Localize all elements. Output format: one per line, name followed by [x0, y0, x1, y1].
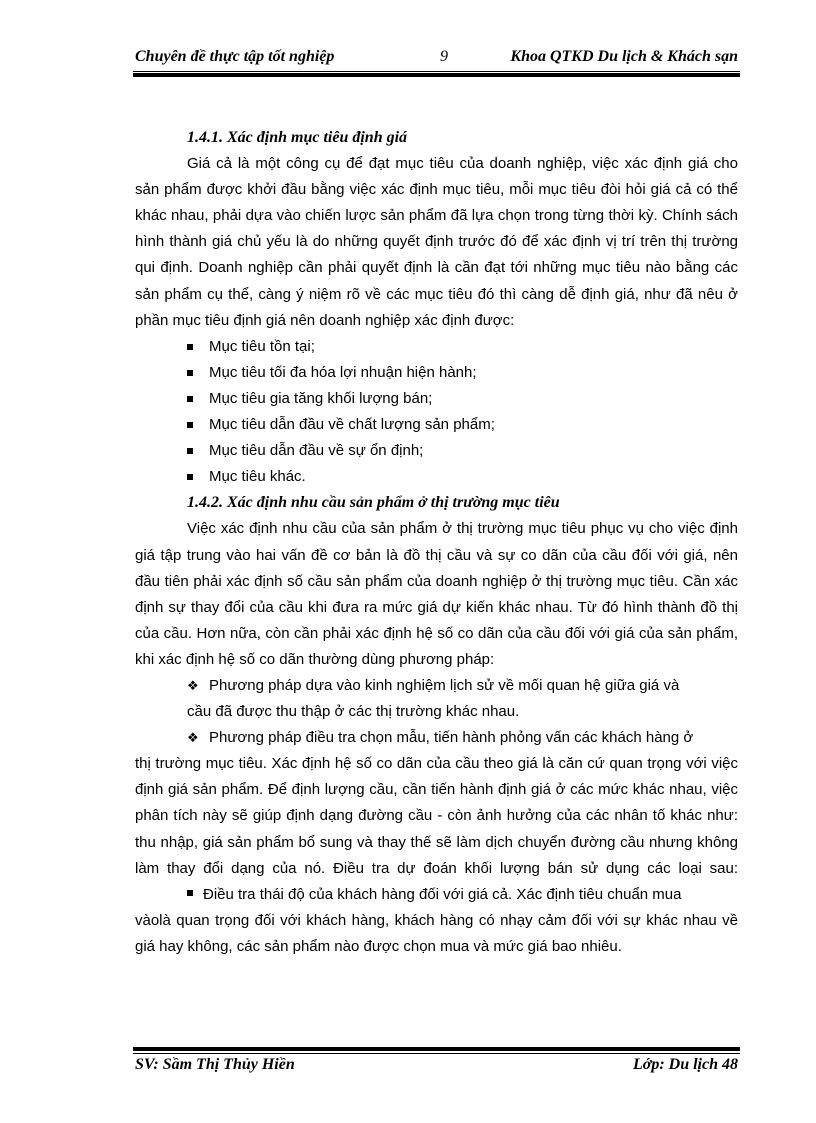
- footer-rule-thin: [133, 1053, 740, 1054]
- page-header: [135, 46, 738, 70]
- footer-rule-thick: [133, 1047, 740, 1051]
- survey-item-continuation: vàolà quan trọng đối với khách hàng, khách hàng có nhạy cảm đối với sự khác nhau về giá hay không, các sản phẩm nào được chọn mua và mức giá bao nhiêu.: [135, 911, 738, 955]
- section2-paragraph: Việc xác định nhu cầu của sản phẩm ở thị trường mục tiêu phục vụ cho việc định giá tập trung vào hai vấn đề cơ bản là đồ thị cầu và sự co dãn của cầu đối với giá, nên đầu tiên phải xác định số cầu sản phẩm của doanh nghiệp ở thị trường mục tiêu. Cần xác định sự thay đổi của cầu khi đưa ra mức giá dự kiến khác nhau. Từ đó hình thành đồ thị của cầu. Hơn nữa, còn cần phải xác định hệ số co dãn của cầu đối với giá của sản phẩm, khi xác định hệ số co dãn thường dùng phương pháp:: [135, 520, 738, 668]
- diamond-bullet-icon: ❖: [187, 677, 199, 693]
- header-faculty: Khoa QTKD Du lịch & Khách sạn: [510, 48, 738, 65]
- header-page-number: 9: [440, 48, 448, 65]
- list-item: Mục tiêu khác.: [187, 464, 738, 490]
- section1-paragraph: Giá cả là một công cụ để đạt mục tiêu của doanh nghiệp, việc xác định giá cho sản phẩm được khởi đầu bằng việc xác định mục tiêu, mỗi mục tiêu đòi hỏi giá cả có thể khác nhau, phải dựa vào chiến lược sản phẩm đã lựa chọn trong từng thời kỳ. Chính sách hình thành giá chủ yếu là do những quyết định trước đó để xác định vị trí trên thị trường qui định. Doanh nghiệp cần phải quyết định là cần đạt tới những mục tiêu nào bằng các sản phẩm cụ thể, càng ý niệm rõ về các mục tiêu đó thì càng dễ định giá, như đã nêu ở phần mục tiêu định giá nên doanh nghiệp xác định được:: [135, 155, 738, 329]
- header-thesis-title: Chuyên đề thực tập tốt nghiệp: [135, 48, 335, 65]
- list-item: Mục tiêu dẫn đầu về sự ổn định;: [187, 438, 738, 464]
- square-bullet-icon: [187, 890, 193, 896]
- section-heading-1-4-1: 1.4.1. Xác định mục tiêu định giá: [187, 129, 408, 146]
- square-bullet-icon: [187, 344, 193, 350]
- survey-item: Điều tra thái độ của khách hàng đối với giá cả. Xác định tiêu chuẩn mua: [135, 882, 738, 908]
- footer-student-name: SV: Sầm Thị Thủy Hiền: [135, 1056, 295, 1073]
- page-body: [135, 125, 738, 960]
- method-item-1: ❖ Phương pháp dựa vào kinh nghiệm lịch sử về mối quan hệ giữa giá và: [135, 673, 738, 699]
- method-item-2: ❖ Phương pháp điều tra chọn mẫu, tiến hành phỏng vấn các khách hàng ở: [135, 725, 738, 751]
- header-rule-thick: [133, 73, 740, 77]
- objectives-list: [135, 334, 738, 491]
- header-rule-thin: [133, 71, 740, 72]
- method-item-1-continuation: cầu đã được thu thập ở các thị trường khác nhau.: [187, 703, 520, 721]
- list-item: Mục tiêu tồn tại;: [187, 334, 738, 360]
- page-footer: [135, 1056, 738, 1078]
- footer-class: Lớp: Du lịch 48: [632, 1056, 738, 1073]
- square-bullet-icon: [187, 370, 193, 376]
- square-bullet-icon: [187, 422, 193, 428]
- square-bullet-icon: [187, 448, 193, 454]
- list-item: Mục tiêu gia tăng khối lượng bán;: [187, 386, 738, 412]
- square-bullet-icon: [187, 396, 193, 402]
- list-item: Mục tiêu tối đa hóa lợi nhuận hiện hành;: [187, 360, 738, 386]
- square-bullet-icon: [187, 474, 193, 480]
- section-heading-1-4-2: 1.4.2. Xác định nhu cầu sản phẩm ở thị trường mục tiêu: [187, 494, 560, 512]
- method-item-2-continuation: thị trường mục tiêu. Xác định hệ số co dãn của cầu theo giá là căn cứ quan trọng với việc định giá sản phẩm. Để định lượng cầu, cần tiến hành định giá ở các mức khác nhau, việc phân tích này sẽ giúp định dạng đường cầu - còn ảnh hưởng của các nhân tố khác như: thu nhập, giá sản phẩm bổ sung và thay thế sẽ làm dịch chuyển đường cầu nhưng không làm thay đổi dạng của nó. Điều tra dự đoán khối lượng bán sử dụng các loại sau:: [135, 755, 738, 877]
- list-item: Mục tiêu dẫn đầu về chất lượng sản phẩm;: [187, 412, 738, 438]
- diamond-bullet-icon: ❖: [187, 730, 199, 746]
